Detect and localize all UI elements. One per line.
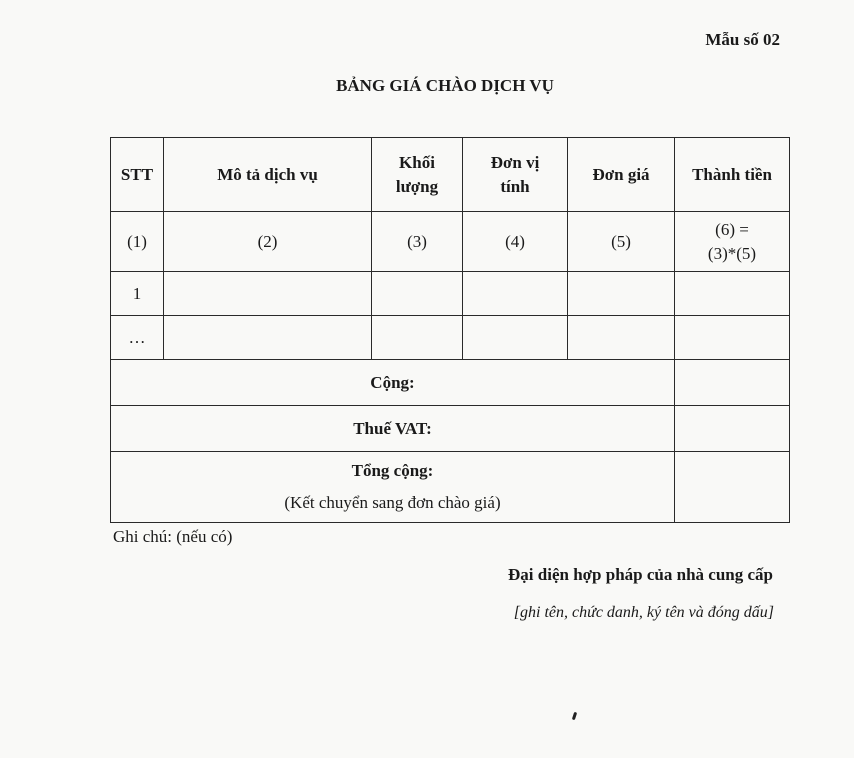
header-row — [111, 138, 790, 212]
header-stt: STT — [111, 138, 164, 212]
total-label: Tổng cộng: — [351, 461, 434, 480]
form-number: Mẫu số 02 — [705, 30, 780, 49]
index-cell: (2) — [164, 212, 372, 272]
header-description: Mô tả dịch vụ — [164, 138, 372, 212]
note: Ghi chú: (nếu có) — [113, 527, 233, 546]
price-table — [110, 137, 790, 523]
vat-row — [111, 406, 790, 452]
index-row — [111, 212, 790, 272]
index-cell: (6) = (3)*(5) — [675, 212, 790, 272]
subtotal-row — [111, 360, 790, 406]
header-amount: Thành tiền — [675, 138, 790, 212]
representative-title: Đại diện hợp pháp của nhà cung cấp — [508, 565, 773, 584]
table-row — [111, 316, 790, 360]
document-title: BẢNG GIÁ CHÀO DỊCH VỤ — [336, 76, 554, 95]
row-stt: 1 — [111, 272, 164, 316]
ink-mark — [572, 712, 577, 721]
header-unit-price: Đơn giá — [568, 138, 675, 212]
table-row — [111, 272, 790, 316]
row-stt: … — [111, 316, 164, 360]
total-note: (Kết chuyển sang đơn chào giá) — [284, 493, 501, 512]
signature-hint: [ghi tên, chức danh, ký tên và đóng dấu] — [513, 604, 774, 621]
header-unit: Đơn vị tính — [463, 138, 568, 212]
index-cell: (1) — [111, 212, 164, 272]
vat-label: Thuế VAT: — [111, 406, 675, 452]
index-cell: (4) — [463, 212, 568, 272]
total-row — [111, 452, 790, 523]
total-cell — [111, 452, 675, 523]
index-cell: (5) — [568, 212, 675, 272]
header-quantity: Khối lượng — [372, 138, 463, 212]
index-cell: (3) — [372, 212, 463, 272]
subtotal-label: Cộng: — [111, 360, 675, 406]
